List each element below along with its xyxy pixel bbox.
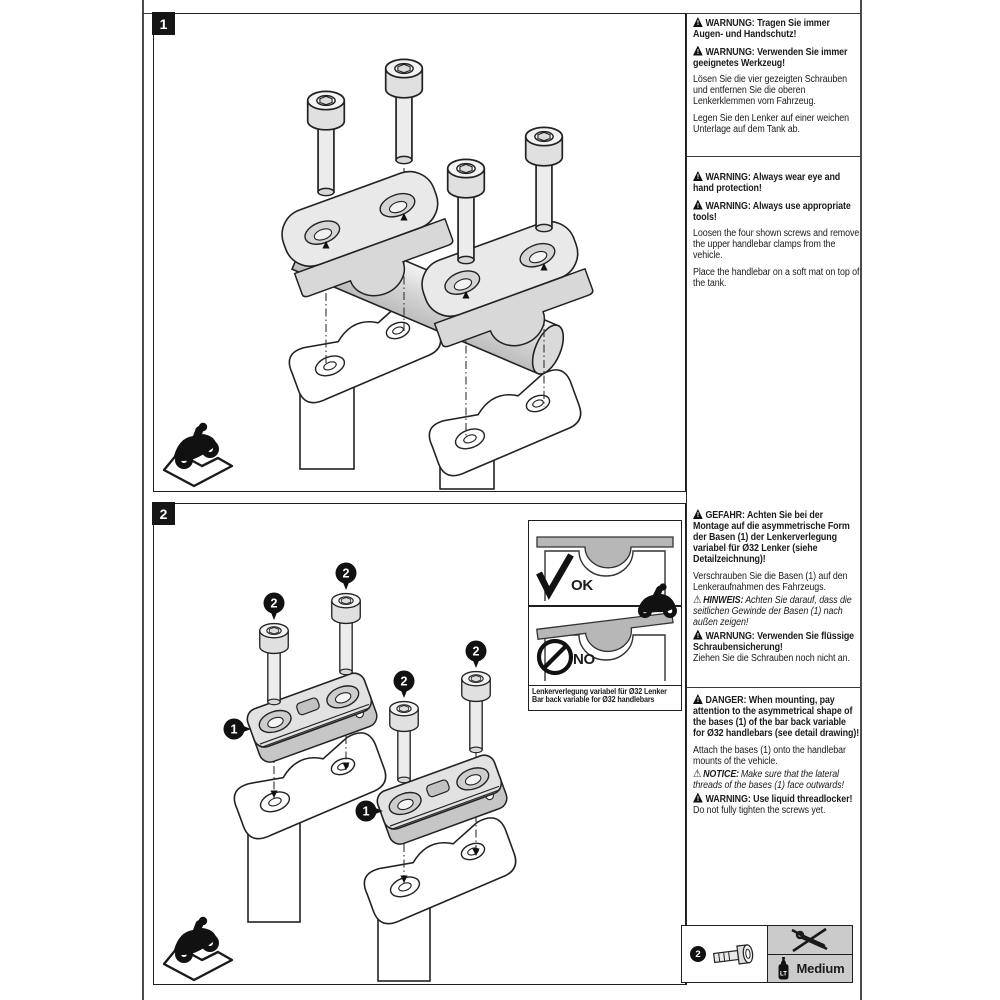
svg-text:2: 2	[472, 644, 480, 659]
detail-caption: Lenkerverlegung variabel für Ø32 Lenker Bar back variable for Ø32 handlebars	[529, 685, 681, 707]
part-number-badge: 2	[690, 946, 706, 962]
warning-triangle-icon	[693, 630, 703, 640]
svg-text:LT: LT	[779, 971, 787, 978]
page-border-left	[142, 0, 144, 1000]
lang-divider-step2	[687, 687, 860, 688]
warning-triangle-icon	[693, 171, 703, 181]
page-border-right	[860, 0, 862, 1000]
warning-triangle-icon	[693, 17, 703, 27]
step2-text-de: !GEFAHR: Achten Sie bei der Montage auf die asymmetrische Form der Basen (1) der Lenkerverlegung variabel für Ø32 Lenker (siehe Detailzeichnung)! Verschrauben Sie die Basen (1) auf den Lenkeraufnahmen des Fahrzeugs. ⚠HINWEIS: Achten Sie darauf, dass die seitlichen Gewinde der Basen (1) nach außen zeigen! !WARNUNG: Verwenden Sie flüssige Schraubensicherung! Ziehen Sie die Schrauben noch nicht an.	[693, 509, 859, 669]
step2-number-badge: 2	[152, 502, 175, 525]
warning-triangle-icon	[693, 200, 703, 210]
warning-triangle-icon	[693, 793, 703, 803]
hardware-info-box	[681, 925, 853, 983]
svg-text:1: 1	[230, 722, 238, 737]
motorcycle-icon	[164, 917, 232, 980]
threadlocker-bottle-icon	[776, 957, 791, 980]
svg-text:2: 2	[270, 596, 278, 611]
danger-triangle-icon	[693, 509, 703, 519]
svg-text:2: 2	[342, 566, 350, 581]
part-cell	[682, 926, 768, 982]
svg-text:2: 2	[400, 674, 408, 689]
notice-triangle-icon	[693, 769, 701, 780]
motorcycle-icon	[164, 423, 232, 486]
step1-panel	[153, 13, 686, 492]
threadlocker-strength-label: Medium	[796, 960, 845, 976]
no-torque-wrench-icon	[790, 927, 830, 953]
step1-text-en: !WARNING: Always wear eye and hand protection! !WARNING: Always use appropriate tools! Loosen the four shown screws and remove the upper handlebar clamps from the vehicle. Place the handlebar on a soft mat on top of the tank.	[693, 171, 859, 294]
motorcycle-icon	[634, 582, 680, 620]
detail-no-drawing: NO	[529, 607, 681, 685]
notice-triangle-icon	[693, 595, 701, 606]
step1-illustration	[154, 14, 684, 490]
danger-triangle-icon	[693, 694, 703, 704]
detail-ok-drawing: OK	[529, 521, 681, 605]
detail-drawing-box	[528, 520, 682, 711]
lang-divider-step1	[687, 156, 860, 157]
callout-badge-screw	[264, 563, 487, 699]
no-torque-cell	[768, 926, 852, 955]
threadlocker-cell	[768, 955, 852, 983]
step1-number-badge: 1	[152, 12, 175, 35]
screw-icon	[711, 939, 761, 969]
step1-text-de: !WARNUNG: Tragen Sie immer Augen- und Handschutz! !WARNUNG: Verwenden Sie immer geeignetes Werkzeug! Lösen Sie die vier gezeigten Schrauben und entfernen Sie die oberen Lenkerklemmen vom Fahrzeug. Legen Sie den Lenker auf einer weichen Unterlage auf dem Tank ab.	[693, 17, 859, 140]
warning-triangle-icon	[693, 46, 703, 56]
svg-text:1: 1	[362, 804, 370, 819]
step2-text-en: !DANGER: When mounting, pay attention to the asymmetrical shape of the bases (1) of the bar back variable for Ø32 handlebars (see detail drawing)! Attach the bases (1) onto the handlebar mounts of the vehicle. ⚠NOTICE: Make sure that the lateral threads of the bases (1) face outwards! !WARNING: Use liquid threadlocker! Do not fully tighten the screws yet.	[693, 694, 859, 821]
